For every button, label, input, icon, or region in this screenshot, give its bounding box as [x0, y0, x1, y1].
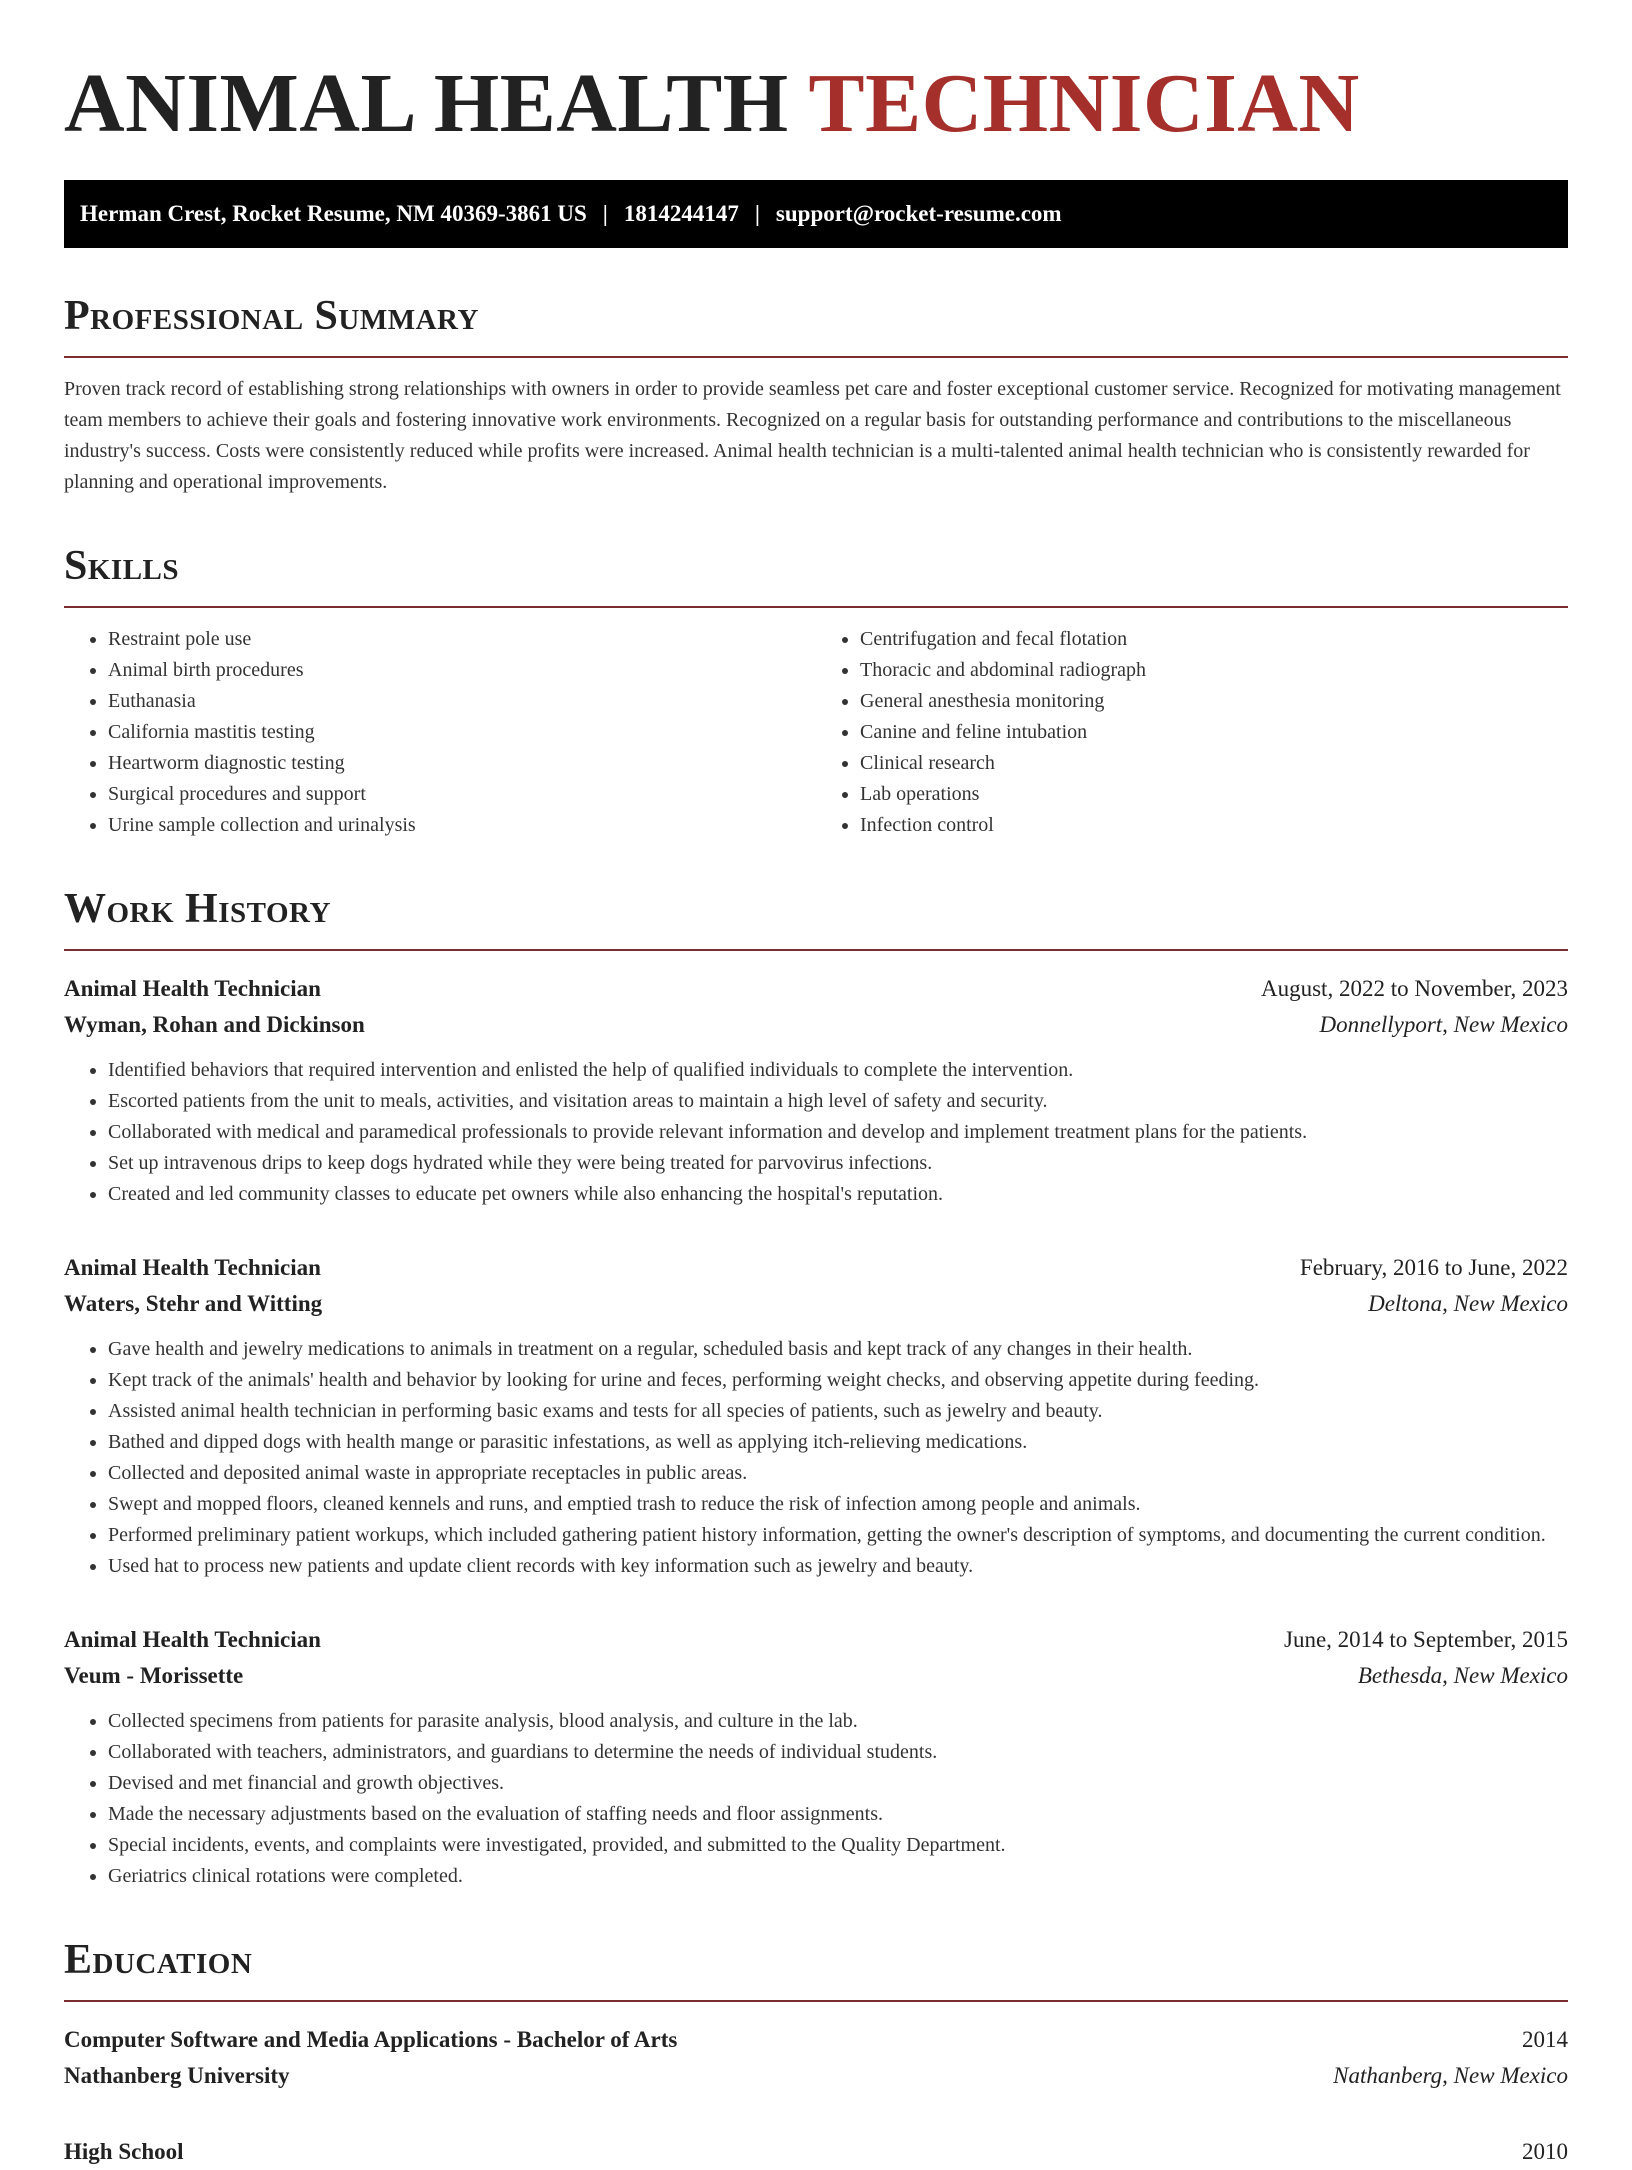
- job-company-row: [64, 1286, 1568, 1322]
- skills-column-right: [816, 624, 1568, 841]
- job-location: Deltona, New Mexico: [1368, 1291, 1568, 1316]
- job-bullet: • Kept track of the animals' health and behavior by looking for urine and feces, performing weight checks, and observing appetite during feeding.: [108, 1365, 1568, 1396]
- education-school-row: [64, 2058, 1568, 2094]
- contact-separator: |: [602, 201, 608, 226]
- job-bullet: • Gave health and jewelry medications to animals in treatment on a regular, scheduled basis and kept track of any changes in their health.: [108, 1334, 1568, 1365]
- skill-item: • Heartworm diagnostic testing: [108, 748, 816, 779]
- education-degree: Computer Software and Media Applications - Bachelor of Arts: [64, 2027, 678, 2052]
- job-location: Bethesda, New Mexico: [1357, 1663, 1568, 1688]
- job-entry: [64, 1622, 1568, 1892]
- summary-heading: Professional Summary: [64, 290, 1568, 358]
- job-bullet: • Geriatrics clinical rotations were completed.: [108, 1861, 1568, 1892]
- contact-email[interactable]: support@rocket-resume.com: [775, 201, 1062, 226]
- job-bullet: • Made the necessary adjustments based on the evaluation of staffing needs and floor assignments.: [108, 1799, 1568, 1830]
- job-bullet: • Set up intravenous drips to keep dogs hydrated while they were being treated for parvovirus infections.: [108, 1148, 1568, 1179]
- job-bullet: • Created and led community classes to educate pet owners while also enhancing the hospital's reputation.: [108, 1179, 1568, 1210]
- job-title: Animal Health Technician: [64, 1627, 321, 1652]
- job-company: Wyman, Rohan and Dickinson: [64, 1012, 365, 1037]
- skill-item: • Surgical procedures and support: [108, 779, 816, 810]
- job-company: Waters, Stehr and Witting: [64, 1291, 323, 1316]
- job-company: Veum - Morissette: [64, 1663, 244, 1688]
- skills-list: [64, 624, 1568, 841]
- skill-item: • Canine and feline intubation: [860, 717, 1568, 748]
- job-bullet: • Collected specimens from patients for parasite analysis, blood analysis, and culture in the lab.: [108, 1706, 1568, 1737]
- skill-item: • Restraint pole use: [108, 624, 816, 655]
- skill-item: • Euthanasia: [108, 686, 816, 717]
- job-location: Donnellyport, New Mexico: [1319, 1012, 1568, 1037]
- job-entry: [64, 1250, 1568, 1582]
- skill-item: • Thoracic and abdominal radiograph: [860, 655, 1568, 686]
- skill-item: • Clinical research: [860, 748, 1568, 779]
- title-main: ANIMAL HEALTH: [64, 57, 789, 150]
- skill-item: • Centrifugation and fecal flotation: [860, 624, 1568, 655]
- job-bullet: • Collaborated with teachers, administrators, and guardians to determine the needs of individual students.: [108, 1737, 1568, 1768]
- job-bullet: • Identified behaviors that required intervention and enlisted the help of qualified individuals to complete the intervention.: [108, 1055, 1568, 1086]
- contact-phone[interactable]: 1814244147: [623, 201, 739, 226]
- skills-column-left: [64, 624, 816, 841]
- skill-item: • California mastitis testing: [108, 717, 816, 748]
- job-bullet: • Special incidents, events, and complaints were investigated, provided, and submitted to the Quality Department.: [108, 1830, 1568, 1861]
- job-company-row: [64, 1658, 1568, 1694]
- contact-address: Herman Crest, Rocket Resume, NM 40369-3861 US: [80, 201, 587, 226]
- job-bullet: • Performed preliminary patient workups, which included gathering patient history information, getting the owner's description of symptoms, and documenting the current condition.: [108, 1520, 1568, 1551]
- education-entry: [64, 2022, 1568, 2094]
- job-bullets: [64, 1055, 1568, 1210]
- job-bullets: [64, 1706, 1568, 1892]
- education-year: 2014: [1522, 2027, 1568, 2052]
- job-bullet: • Collaborated with medical and paramedical professionals to provide relevant information and develop and implement treatment plans for the patients.: [108, 1117, 1568, 1148]
- job-bullets: [64, 1334, 1568, 1582]
- job-company-row: [64, 1007, 1568, 1043]
- job-bullet: • Used hat to process new patients and update client records with key information such as jewelry and beauty.: [108, 1551, 1568, 1582]
- job-dates: June, 2014 to September, 2015: [1284, 1627, 1568, 1652]
- job-dates: August, 2022 to November, 2023: [1261, 976, 1568, 1001]
- job-entry: [64, 971, 1568, 1210]
- education-degree: High School: [64, 2139, 184, 2164]
- education-degree-row: [64, 2022, 1568, 2058]
- job-dates: February, 2016 to June, 2022: [1299, 1255, 1568, 1280]
- job-header-row: [64, 971, 1568, 1007]
- skill-item: • Urine sample collection and urinalysis: [108, 810, 816, 841]
- work-history-heading: Work History: [64, 883, 1568, 951]
- education-entry: [64, 2134, 1568, 2170]
- job-title: Animal Health Technician: [64, 1255, 321, 1280]
- job-bullet: • Assisted animal health technician in performing basic exams and tests for all species of patients, such as jewelry and beauty.: [108, 1396, 1568, 1427]
- skill-item: • General anesthesia monitoring: [860, 686, 1568, 717]
- skills-heading: Skills: [64, 540, 1568, 608]
- skill-item: • Animal birth procedures: [108, 655, 816, 686]
- job-title: Animal Health Technician: [64, 976, 321, 1001]
- education-degree-row: [64, 2134, 1568, 2170]
- skill-item: • Lab operations: [860, 779, 1568, 810]
- education-heading: Education: [64, 1934, 1568, 2002]
- summary-text: Proven track record of establishing strong relationships with owners in order to provide seamless pet care and foster exceptional customer service. Recognized for motivating management team members to achieve their goals and fostering innovative work environments. Recognized on a regular basis for outstanding performance and contributions to the miscellaneous industry's success. Costs were consistently reduced while profits were increased. Animal health technician is a multi-talented animal health technician who is consistently rewarded for planning and operational improvements.: [64, 378, 1561, 493]
- education-school: Nathanberg University: [64, 2063, 290, 2088]
- skill-item: • Infection control: [860, 810, 1568, 841]
- title-accent: TECHNICIAN: [808, 57, 1360, 150]
- job-bullet: • Swept and mopped floors, cleaned kennels and runs, and emptied trash to reduce the risk of infection among people and animals.: [108, 1489, 1568, 1520]
- job-bullet: • Bathed and dipped dogs with health mange or parasitic infestations, as well as applying itch-relieving medications.: [108, 1427, 1568, 1458]
- page-title: [64, 56, 1568, 152]
- job-header-row: [64, 1250, 1568, 1286]
- job-bullet: • Devised and met financial and growth objectives.: [108, 1768, 1568, 1799]
- job-bullet: • Escorted patients from the unit to meals, activities, and visitation areas to maintain a high level of safety and security.: [108, 1086, 1568, 1117]
- contact-bar: [64, 180, 1568, 248]
- job-header-row: [64, 1622, 1568, 1658]
- education-location: Nathanberg, New Mexico: [1333, 2063, 1568, 2088]
- education-year: 2010: [1522, 2139, 1568, 2164]
- contact-separator: |: [754, 201, 760, 226]
- job-bullet: • Collected and deposited animal waste in appropriate receptacles in public areas.: [108, 1458, 1568, 1489]
